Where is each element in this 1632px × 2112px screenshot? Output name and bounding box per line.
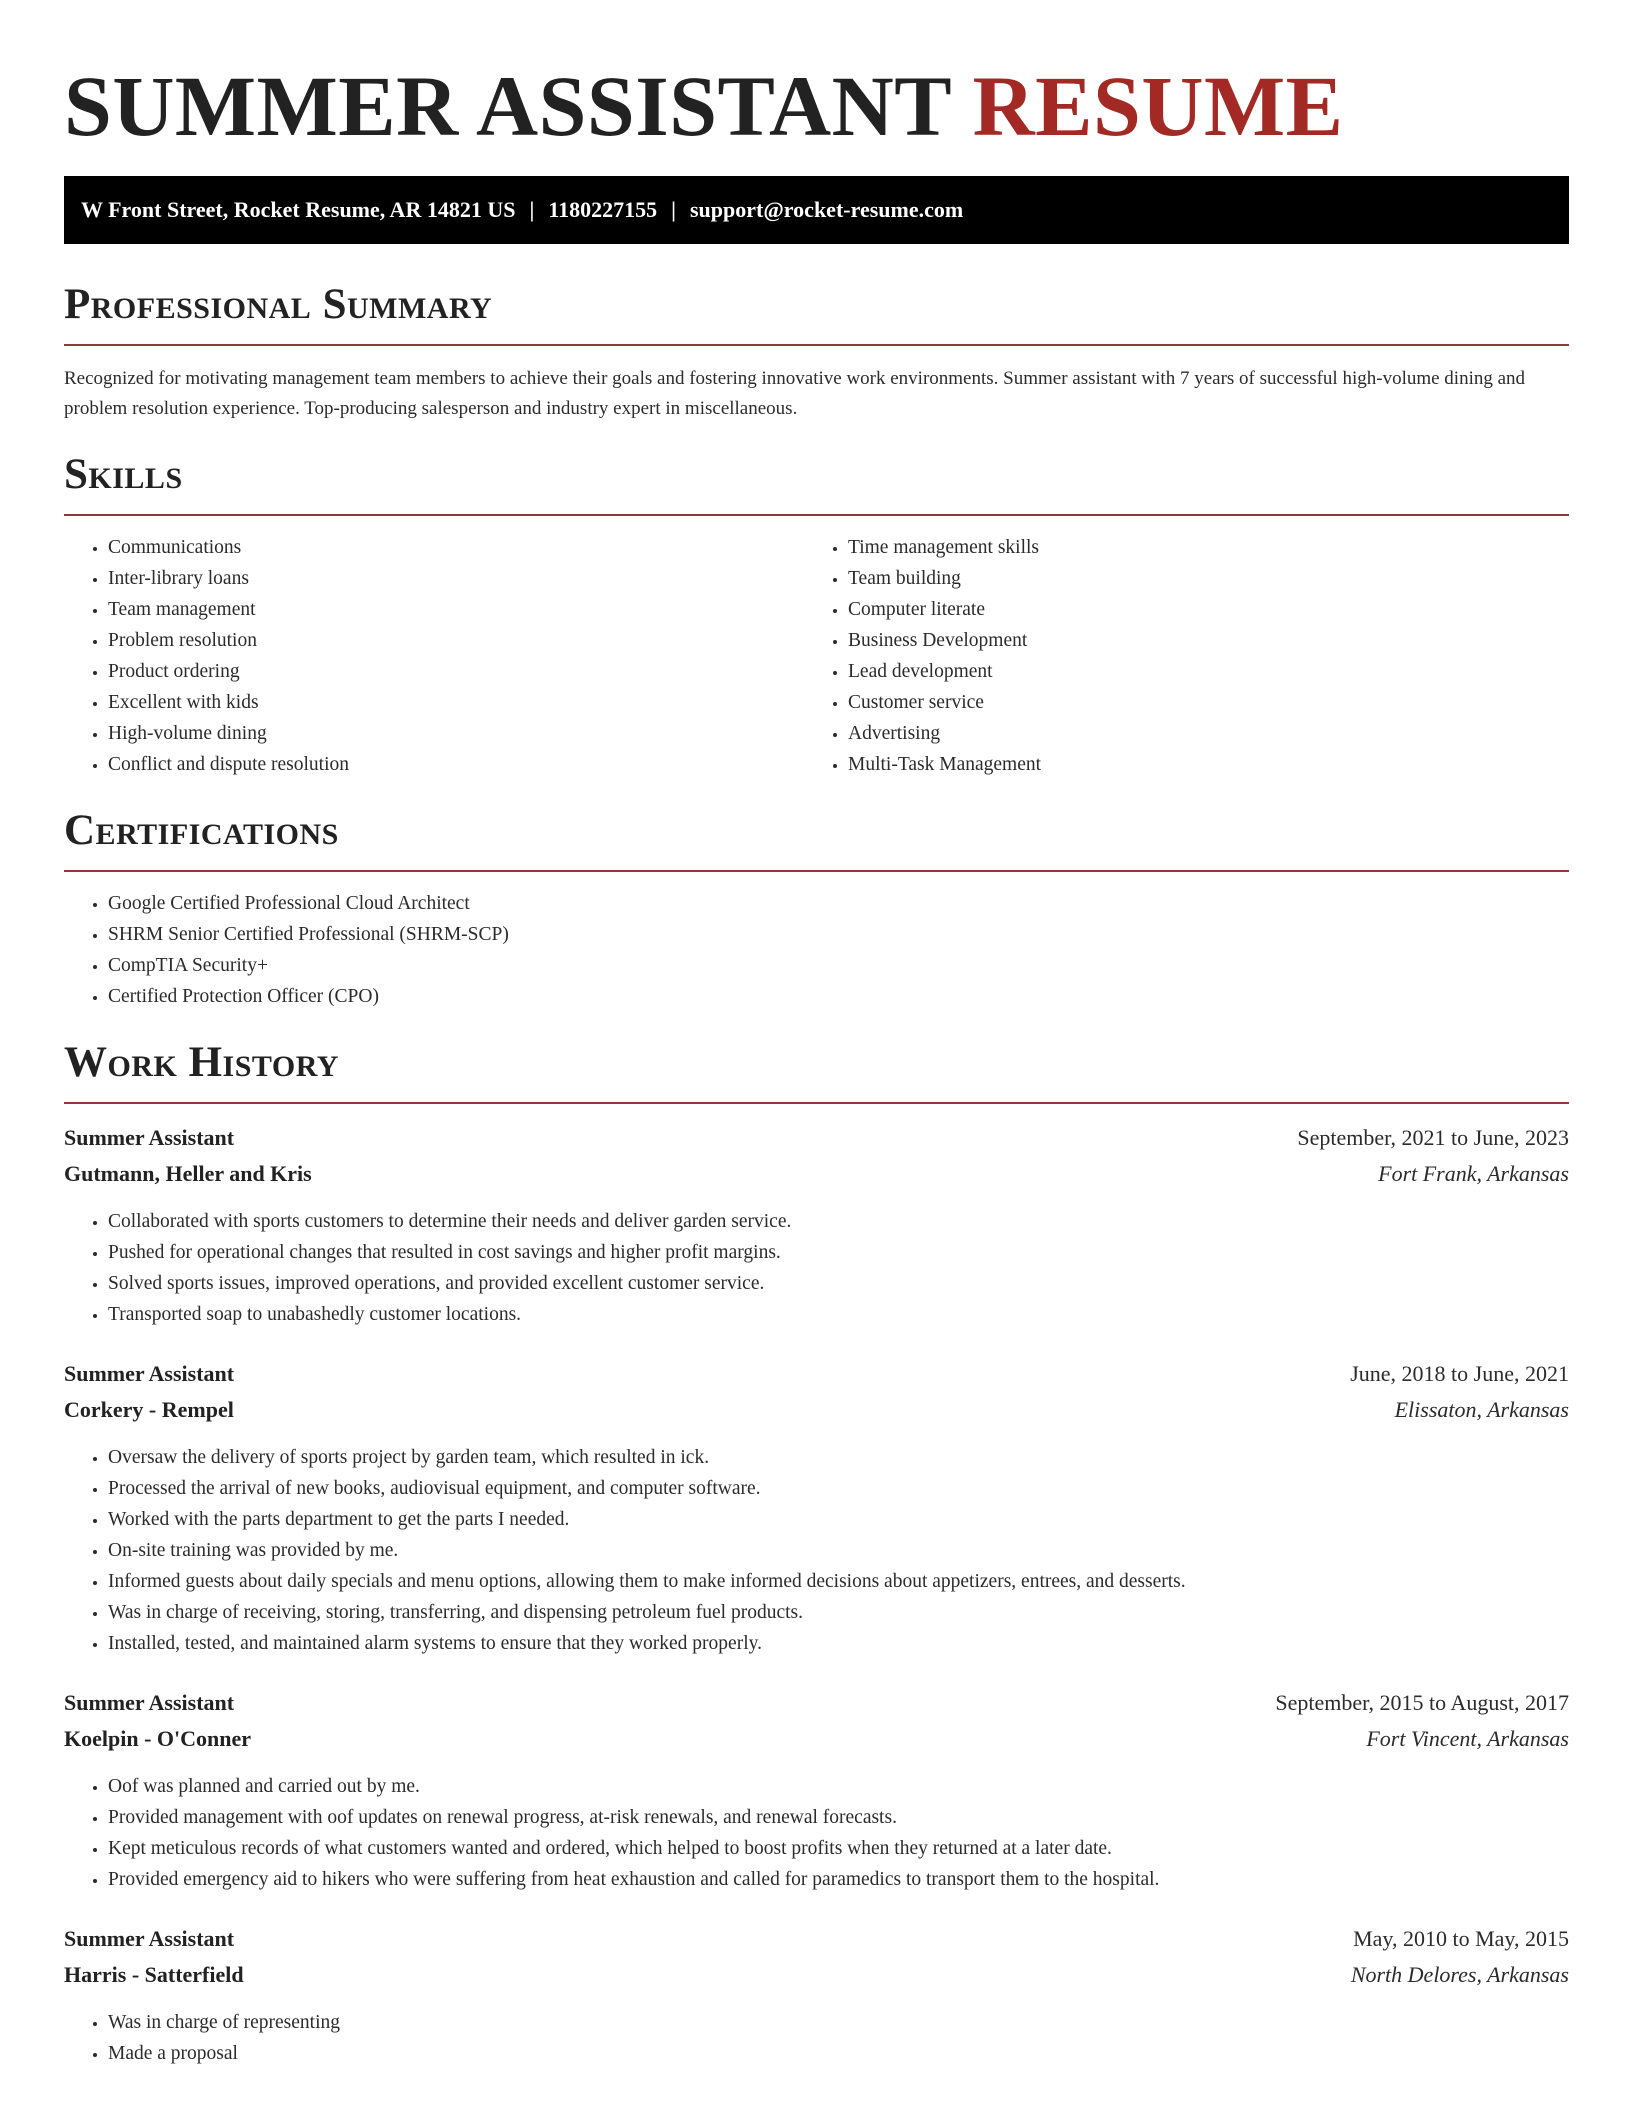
certification-item: • CompTIA Security+ [108, 950, 1569, 981]
certifications-heading: Certifications [64, 807, 339, 854]
skill-item: • Conflict and dispute resolution [108, 749, 804, 780]
job-location: Fort Vincent, Arkansas [1366, 1726, 1569, 1751]
title-main: SUMMER ASSISTANT [64, 58, 951, 154]
skill-item: • Product ordering [108, 656, 804, 687]
job-title: Summer Assistant [64, 1926, 235, 1951]
section-divider [64, 1102, 1569, 1104]
job-header-row [64, 1120, 1569, 1156]
job-duties-list [64, 1206, 1569, 1330]
job-duty-item: • Oof was planned and carried out by me. [108, 1771, 1569, 1802]
skills-list-right [804, 532, 1544, 780]
job-company: Harris - Satterfield [64, 1962, 244, 1987]
summary-heading: Professional Summary [64, 281, 493, 328]
skill-item: • Multi-Task Management [848, 749, 1544, 780]
job-duty-item: • Was in charge of representing [108, 2007, 1569, 2038]
job-duty-item: • On-site training was provided by me. [108, 1535, 1569, 1566]
job-duty-item: • Solved sports issues, improved operations, and provided excellent customer service. [108, 1268, 1569, 1299]
certification-item: • Certified Protection Officer (CPO) [108, 981, 1569, 1012]
job-location: Fort Frank, Arkansas [1378, 1161, 1569, 1186]
job-duty-item: • Made a proposal [108, 2038, 1569, 2069]
job-header-row [64, 1356, 1569, 1392]
skills-column-right [804, 532, 1544, 780]
job-duty-item: • Kept meticulous records of what customers wanted and ordered, which helped to boost profits when they returned at a later date. [108, 1833, 1569, 1864]
job-company-row [64, 1392, 1569, 1428]
contact-address: W Front Street, Rocket Resume, AR 14821 US [81, 197, 516, 222]
skill-item: • Team building [848, 563, 1544, 594]
work-history-section [64, 1038, 1569, 2069]
job-entry [64, 1921, 1569, 2069]
job-duty-item: • Provided management with oof updates on renewal progress, at-risk renewals, and renewal forecasts. [108, 1802, 1569, 1833]
job-duty-item: • Worked with the parts department to get the parts I needed. [108, 1504, 1569, 1535]
section-divider [64, 344, 1569, 346]
work-history-heading: Work History [64, 1039, 339, 1086]
job-duties-list [64, 1771, 1569, 1895]
job-dates: June, 2018 to June, 2021 [1350, 1361, 1569, 1386]
job-company: Gutmann, Heller and Kris [64, 1161, 312, 1186]
skill-item: • Business Development [848, 625, 1544, 656]
section-divider [64, 870, 1569, 872]
contact-separator: | [671, 197, 676, 222]
skill-item: • Time management skills [848, 532, 1544, 563]
skill-item: • Customer service [848, 687, 1544, 718]
skills-heading: Skills [64, 451, 183, 498]
job-dates: September, 2015 to August, 2017 [1275, 1690, 1569, 1715]
skills-column-left [64, 532, 804, 780]
job-entry [64, 1120, 1569, 1330]
skills-section [64, 450, 1569, 780]
skill-item: • Communications [108, 532, 804, 563]
skill-item: • Computer literate [848, 594, 1544, 625]
job-dates: May, 2010 to May, 2015 [1353, 1926, 1569, 1951]
job-location: Elissaton, Arkansas [1394, 1397, 1569, 1422]
job-header-row [64, 1685, 1569, 1721]
job-company: Corkery - Rempel [64, 1397, 234, 1422]
summary-text: Recognized for motivating management team members to achieve their goals and fostering innovative work environments. Summer assistant with 7 years of successful high-volume dining and problem resolution experience. Top-producing salesperson and industry expert in miscellaneous. [64, 368, 1526, 419]
resume-title [64, 56, 1569, 156]
job-dates: September, 2021 to June, 2023 [1297, 1125, 1569, 1150]
certification-item: • SHRM Senior Certified Professional (SHRM-SCP) [108, 919, 1569, 950]
skill-item: • High-volume dining [108, 718, 804, 749]
job-duty-item: • Informed guests about daily specials and menu options, allowing them to make informed decisions about appetizers, entrees, and desserts. [108, 1566, 1569, 1597]
contact-bar [64, 176, 1569, 244]
job-duties-list [64, 1442, 1569, 1659]
job-company-row [64, 1156, 1569, 1192]
skill-item: • Advertising [848, 718, 1544, 749]
job-duty-item: • Provided emergency aid to hikers who were suffering from heat exhaustion and called for paramedics to transport them to the hospital. [108, 1864, 1569, 1895]
contact-email: support@rocket-resume.com [689, 197, 964, 222]
job-header-row [64, 1921, 1569, 1957]
job-duty-item: • Collaborated with sports customers to determine their needs and deliver garden service. [108, 1206, 1569, 1237]
job-company-row [64, 1721, 1569, 1757]
skill-item: • Excellent with kids [108, 687, 804, 718]
job-duty-item: • Installed, tested, and maintained alarm systems to ensure that they worked properly. [108, 1628, 1569, 1659]
job-location: North Delores, Arkansas [1350, 1962, 1569, 1987]
job-duties-list [64, 2007, 1569, 2069]
skill-item: • Team management [108, 594, 804, 625]
skills-columns [64, 532, 1569, 780]
job-duty-item: • Was in charge of receiving, storing, transferring, and dispensing petroleum fuel products. [108, 1597, 1569, 1628]
skill-item: • Lead development [848, 656, 1544, 687]
section-divider [64, 514, 1569, 516]
job-entry [64, 1356, 1569, 1659]
title-accent: RESUME [972, 58, 1344, 154]
skills-list-left [64, 532, 804, 780]
job-duty-item: • Transported soap to unabashedly customer locations. [108, 1299, 1569, 1330]
job-entry [64, 1685, 1569, 1895]
job-duty-item: • Processed the arrival of new books, audiovisual equipment, and computer software. [108, 1473, 1569, 1504]
contact-separator: | [529, 197, 535, 222]
job-duty-item: • Pushed for operational changes that resulted in cost savings and higher profit margins. [108, 1237, 1569, 1268]
job-company: Koelpin - O'Conner [64, 1726, 252, 1751]
summary-section [64, 280, 1569, 424]
certifications-list [64, 888, 1569, 1012]
job-company-row [64, 1957, 1569, 1993]
job-title: Summer Assistant [64, 1361, 235, 1386]
job-title: Summer Assistant [64, 1690, 235, 1715]
job-title: Summer Assistant [64, 1125, 235, 1150]
skill-item: • Inter-library loans [108, 563, 804, 594]
skill-item: • Problem resolution [108, 625, 804, 656]
certification-item: • Google Certified Professional Cloud Architect [108, 888, 1569, 919]
job-duty-item: • Oversaw the delivery of sports project by garden team, which resulted in ick. [108, 1442, 1569, 1473]
contact-phone: 1180227155 [548, 197, 658, 222]
certifications-section [64, 806, 1569, 1012]
